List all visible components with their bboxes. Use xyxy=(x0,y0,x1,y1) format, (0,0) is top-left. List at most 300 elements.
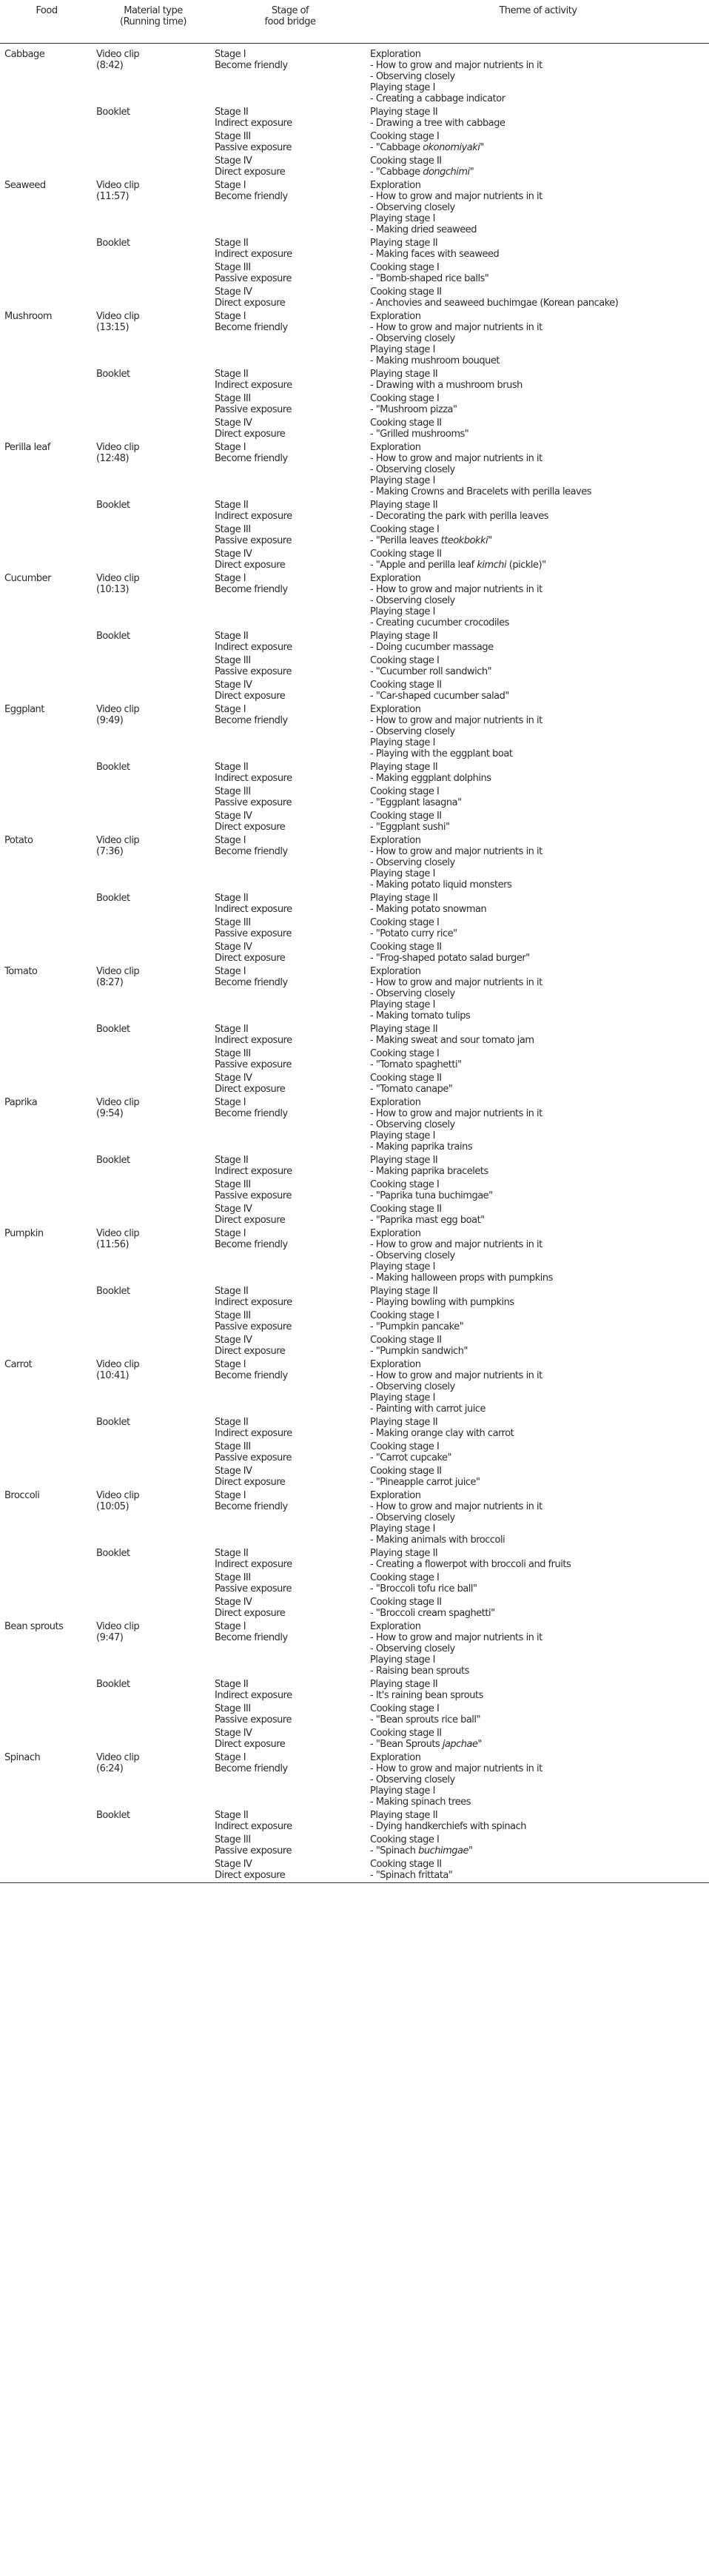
food-cell xyxy=(0,999,93,1022)
stage-description: Become friendly xyxy=(215,1108,288,1119)
theme-detail: - Observing closely xyxy=(370,1774,455,1785)
theme-heading: Cooking stage II xyxy=(370,155,442,167)
material-cell xyxy=(93,1832,213,1856)
theme-detail-part: " xyxy=(477,1739,482,1750)
stage-cell xyxy=(213,939,367,964)
stage-cell xyxy=(213,702,367,737)
material-cell xyxy=(93,366,213,391)
stage-cell xyxy=(213,153,367,178)
stage-description: Indirect exposure xyxy=(215,1035,292,1046)
stage-name: Stage IV xyxy=(215,1073,252,1084)
theme-cell xyxy=(367,1070,709,1095)
food-name: Potato xyxy=(4,835,33,846)
theme-detail: - Making mushroom bouquet xyxy=(370,355,500,366)
table-row xyxy=(0,44,709,83)
table-row xyxy=(0,1677,709,1701)
material-type: Booklet xyxy=(96,1024,130,1035)
running-time: (10:13) xyxy=(96,584,130,595)
stage-cell xyxy=(213,497,367,522)
stage-description: Direct exposure xyxy=(215,1084,286,1095)
theme-cell xyxy=(367,366,709,391)
stage-cell xyxy=(213,1488,367,1523)
theme-detail: - Playing with the eggplant boat xyxy=(370,748,513,759)
theme-detail: - Observing closely xyxy=(370,1250,455,1261)
stage-name: Stage II xyxy=(215,631,249,642)
table-row xyxy=(0,677,709,702)
theme-detail: - Observing closely xyxy=(370,726,455,737)
food-cell xyxy=(0,890,93,915)
material-cell xyxy=(93,1439,213,1463)
material-cell xyxy=(93,284,213,309)
theme-heading: Playing stage II xyxy=(370,238,438,249)
food-cell xyxy=(0,260,93,284)
theme-cell xyxy=(367,1046,709,1070)
material-cell xyxy=(93,1201,213,1226)
theme-detail: - "Tomato canape" xyxy=(370,1084,453,1095)
stage-cell xyxy=(213,964,367,999)
food-cell xyxy=(0,1153,93,1177)
theme-detail: - It's raining bean sprouts xyxy=(370,1690,483,1701)
table-row xyxy=(0,391,709,415)
running-time: (8:42) xyxy=(96,60,124,71)
table-row xyxy=(0,235,709,260)
stage-name: Stage IV xyxy=(215,1597,252,1608)
theme-heading: Cooking stage I xyxy=(370,1834,440,1845)
material-cell xyxy=(93,129,213,153)
material-type: Booklet xyxy=(96,1417,130,1428)
header-stage: Stage of food bridge xyxy=(213,3,367,44)
theme-heading: Playing stage II xyxy=(370,1810,438,1821)
theme-detail-italic: buchimgae xyxy=(418,1845,469,1856)
stage-cell xyxy=(213,1546,367,1570)
material-cell xyxy=(93,1594,213,1619)
theme-heading: Playing stage II xyxy=(370,1155,438,1166)
theme-cell xyxy=(367,964,709,999)
material-type: Video clip xyxy=(96,49,140,60)
stage-cell xyxy=(213,440,367,475)
stage-cell xyxy=(213,1619,367,1654)
theme-heading: Playing stage I xyxy=(370,213,435,224)
theme-cell xyxy=(367,1095,709,1130)
theme-cell xyxy=(367,1284,709,1308)
theme-cell xyxy=(367,522,709,546)
stage-description: Direct exposure xyxy=(215,953,286,964)
stage-description: Passive exposure xyxy=(215,535,292,546)
food-cell xyxy=(0,1308,93,1332)
theme-detail: - "Paprika tuna buchimgae" xyxy=(370,1190,493,1201)
theme-detail: - Creating a flowerpot with broccoli and fruits xyxy=(370,1559,571,1570)
theme-detail-part: (pickle)" xyxy=(506,560,546,571)
theme-detail: - Observing closely xyxy=(370,857,455,868)
table-row xyxy=(0,1415,709,1439)
stage-cell xyxy=(213,1332,367,1357)
theme-cell xyxy=(367,653,709,677)
stage-cell xyxy=(213,868,367,890)
stage-name: Stage I xyxy=(215,835,246,846)
table-row xyxy=(0,1750,709,1785)
theme-detail: - How to grow and major nutrients in it xyxy=(370,715,542,726)
stage-description: Direct exposure xyxy=(215,560,286,571)
material-cell xyxy=(93,1570,213,1594)
stage-cell xyxy=(213,1153,367,1177)
material-cell xyxy=(93,1808,213,1832)
theme-cell xyxy=(367,440,709,475)
table-row xyxy=(0,1308,709,1332)
theme-cell xyxy=(367,1261,709,1284)
theme-cell xyxy=(367,1415,709,1439)
theme-detail: - "Bean sprouts rice ball" xyxy=(370,1714,480,1725)
stage-name: Stage III xyxy=(215,393,251,404)
stage-name: Stage III xyxy=(215,1179,251,1190)
table-row xyxy=(0,964,709,999)
theme-detail: - "Bomb-shaped rice balls" xyxy=(370,273,489,284)
theme-detail: - Making animals with broccoli xyxy=(370,1534,505,1546)
material-cell xyxy=(93,391,213,415)
theme-heading: Playing stage II xyxy=(370,893,438,904)
theme-detail-part: - "Apple and perilla leaf xyxy=(370,560,477,571)
stage-cell xyxy=(213,213,367,235)
theme-heading: Cooking stage I xyxy=(370,262,440,273)
material-type: Video clip xyxy=(96,180,140,191)
stage-description: Become friendly xyxy=(215,715,288,726)
table-row xyxy=(0,1594,709,1619)
table-row xyxy=(0,890,709,915)
theme-detail: - "Grilled mushrooms" xyxy=(370,429,469,440)
stage-name: Stage III xyxy=(215,524,251,535)
stage-cell xyxy=(213,999,367,1022)
theme-cell xyxy=(367,129,709,153)
theme-heading: Cooking stage I xyxy=(370,393,440,404)
table-row xyxy=(0,1439,709,1463)
table-row xyxy=(0,522,709,546)
stage-name: Stage III xyxy=(215,262,251,273)
material-type: Video clip xyxy=(96,1097,140,1108)
stage-description: Become friendly xyxy=(215,453,288,464)
table-row xyxy=(0,1523,709,1546)
stage-name: Stage II xyxy=(215,369,249,380)
material-cell xyxy=(93,1654,213,1677)
food-cell xyxy=(0,546,93,571)
material-type: Video clip xyxy=(96,1228,140,1239)
theme-heading: Cooking stage II xyxy=(370,1204,442,1215)
theme-heading: Playing stage II xyxy=(370,1417,438,1428)
stage-description: Indirect exposure xyxy=(215,1166,292,1177)
stage-name: Stage I xyxy=(215,1097,246,1108)
stage-cell xyxy=(213,784,367,808)
theme-detail: - How to grow and major nutrients in it xyxy=(370,1370,542,1381)
stage-name: Stage III xyxy=(215,131,251,142)
table-row xyxy=(0,1261,709,1284)
material-type: Booklet xyxy=(96,1155,130,1166)
food-name: Bean sprouts xyxy=(4,1621,64,1632)
theme-heading: Exploration xyxy=(370,1621,421,1632)
stage-cell xyxy=(213,1832,367,1856)
theme-cell xyxy=(367,702,709,737)
food-cell xyxy=(0,1546,93,1570)
theme-heading: Exploration xyxy=(370,311,421,322)
table-row xyxy=(0,1808,709,1832)
food-cell xyxy=(0,213,93,235)
material-cell xyxy=(93,82,213,104)
stage-name: Stage I xyxy=(215,442,246,453)
theme-heading: Playing stage I xyxy=(370,1785,435,1797)
food-cell xyxy=(0,1832,93,1856)
stage-name: Stage IV xyxy=(215,286,252,298)
food-cell xyxy=(0,571,93,606)
material-cell xyxy=(93,497,213,522)
food-cell xyxy=(0,1750,93,1785)
stage-description: Indirect exposure xyxy=(215,249,292,260)
material-cell xyxy=(93,1785,213,1808)
material-cell xyxy=(93,808,213,833)
food-name: Spinach xyxy=(4,1752,41,1763)
header-theme: Theme of activity xyxy=(367,3,709,44)
theme-heading: Playing stage I xyxy=(370,82,435,93)
stage-cell xyxy=(213,1177,367,1201)
stage-name: Stage II xyxy=(215,1679,249,1690)
material-cell xyxy=(93,1856,213,1883)
stage-cell xyxy=(213,82,367,104)
theme-cell xyxy=(367,235,709,260)
theme-cell xyxy=(367,606,709,628)
stage-name: Stage I xyxy=(215,1752,246,1763)
material-cell xyxy=(93,1619,213,1654)
theme-heading: Playing stage I xyxy=(370,1523,435,1534)
stage-cell xyxy=(213,1261,367,1284)
stage-description: Become friendly xyxy=(215,1632,288,1643)
material-cell xyxy=(93,1357,213,1392)
material-cell xyxy=(93,522,213,546)
food-cell xyxy=(0,939,93,964)
material-type: Video clip xyxy=(96,966,140,977)
stage-name: Stage III xyxy=(215,786,251,797)
food-cell xyxy=(0,44,93,83)
theme-detail-part: " xyxy=(488,535,492,546)
theme-heading: Cooking stage I xyxy=(370,1310,440,1321)
table-row xyxy=(0,653,709,677)
table-row xyxy=(0,1570,709,1594)
material-cell xyxy=(93,759,213,784)
table-row xyxy=(0,1785,709,1808)
theme-heading: Playing stage I xyxy=(370,344,435,355)
theme-heading: Playing stage II xyxy=(370,500,438,511)
stage-cell xyxy=(213,1654,367,1677)
stage-name: Stage IV xyxy=(215,417,252,429)
stage-cell xyxy=(213,1463,367,1488)
food-name: Broccoli xyxy=(4,1490,40,1501)
running-time: (10:41) xyxy=(96,1370,130,1381)
theme-detail: - How to grow and major nutrients in it xyxy=(370,191,542,202)
theme-detail: - Observing closely xyxy=(370,1643,455,1654)
food-cell xyxy=(0,1725,93,1750)
theme-detail: - "Carrot cupcake" xyxy=(370,1452,451,1463)
theme-detail: - Making paprika trains xyxy=(370,1141,473,1153)
material-cell xyxy=(93,784,213,808)
theme-detail xyxy=(370,142,709,153)
food-name: Tomato xyxy=(4,966,38,977)
theme-detail-italic: tteokbokki xyxy=(440,535,488,546)
food-bridge-activity-table xyxy=(0,3,709,1883)
table-row xyxy=(0,129,709,153)
theme-cell xyxy=(367,213,709,235)
theme-detail-part: - "Perilla leaves xyxy=(370,535,441,546)
material-cell xyxy=(93,1095,213,1130)
stage-description: Become friendly xyxy=(215,191,288,202)
table-row xyxy=(0,1332,709,1357)
material-cell xyxy=(93,1226,213,1261)
stage-name: Stage I xyxy=(215,573,246,584)
stage-cell xyxy=(213,1523,367,1546)
table-row xyxy=(0,309,709,344)
theme-detail: - Drawing a tree with cabbage xyxy=(370,118,505,129)
theme-detail: - Making paprika bracelets xyxy=(370,1166,488,1177)
stage-cell xyxy=(213,653,367,677)
material-type: Booklet xyxy=(96,1286,130,1297)
theme-heading: Playing stage II xyxy=(370,1286,438,1297)
stage-cell xyxy=(213,1130,367,1153)
theme-detail: - Observing closely xyxy=(370,988,455,999)
theme-detail: - "Frog-shaped potato salad burger" xyxy=(370,953,530,964)
stage-name: Stage I xyxy=(215,1228,246,1239)
table-row xyxy=(0,1856,709,1883)
stage-name: Stage I xyxy=(215,1359,246,1370)
table-row xyxy=(0,999,709,1022)
stage-description: Indirect exposure xyxy=(215,1297,292,1308)
theme-heading: Playing stage II xyxy=(370,1024,438,1035)
stage-name: Stage I xyxy=(215,966,246,977)
theme-cell xyxy=(367,178,709,213)
theme-detail: - Observing closely xyxy=(370,1119,455,1130)
theme-heading: Cooking stage I xyxy=(370,655,440,666)
food-cell xyxy=(0,1856,93,1883)
food-cell xyxy=(0,82,93,104)
food-name: Cucumber xyxy=(4,573,51,584)
food-cell xyxy=(0,1046,93,1070)
theme-heading: Playing stage I xyxy=(370,475,435,486)
food-cell xyxy=(0,606,93,628)
table-row xyxy=(0,833,709,868)
theme-heading: Cooking stage II xyxy=(370,286,442,298)
theme-cell xyxy=(367,284,709,309)
theme-heading: Exploration xyxy=(370,966,421,977)
theme-detail: - How to grow and major nutrients in it xyxy=(370,60,542,71)
stage-cell xyxy=(213,1570,367,1594)
stage-name: Stage II xyxy=(215,1548,249,1559)
theme-detail: - Doing cucumber massage xyxy=(370,642,494,653)
table-header-row xyxy=(0,3,709,44)
stage-cell xyxy=(213,833,367,868)
theme-detail-italic: kimchi xyxy=(477,560,507,571)
theme-cell xyxy=(367,1357,709,1392)
theme-cell xyxy=(367,1439,709,1463)
theme-heading: Cooking stage II xyxy=(370,1728,442,1739)
theme-heading: Cooking stage II xyxy=(370,1859,442,1870)
theme-cell xyxy=(367,1463,709,1488)
material-type: Booklet xyxy=(96,500,130,511)
theme-cell xyxy=(367,1226,709,1261)
theme-detail xyxy=(370,560,709,571)
stage-description: Passive exposure xyxy=(215,404,292,415)
theme-cell xyxy=(367,759,709,784)
material-cell xyxy=(93,1701,213,1725)
table-row xyxy=(0,1725,709,1750)
theme-heading: Playing stage II xyxy=(370,369,438,380)
stage-cell xyxy=(213,309,367,344)
food-cell xyxy=(0,1463,93,1488)
table-row xyxy=(0,1022,709,1046)
theme-cell xyxy=(367,677,709,702)
food-cell xyxy=(0,1808,93,1832)
theme-detail: - Observing closely xyxy=(370,1512,455,1523)
theme-heading: Exploration xyxy=(370,180,421,191)
stage-cell xyxy=(213,890,367,915)
material-cell xyxy=(93,833,213,868)
material-cell xyxy=(93,702,213,737)
stage-cell xyxy=(213,1201,367,1226)
food-cell xyxy=(0,677,93,702)
stage-cell xyxy=(213,391,367,415)
table-row xyxy=(0,475,709,497)
theme-cell xyxy=(367,1725,709,1750)
table-row xyxy=(0,178,709,213)
stage-name: Stage I xyxy=(215,1621,246,1632)
material-cell xyxy=(93,964,213,999)
theme-heading: Playing stage II xyxy=(370,1548,438,1559)
theme-detail: - "Paprika mast egg boat" xyxy=(370,1215,485,1226)
theme-cell xyxy=(367,737,709,759)
stage-description: Direct exposure xyxy=(215,691,286,702)
theme-heading: Cooking stage II xyxy=(370,1597,442,1608)
stage-name: Stage III xyxy=(215,917,251,928)
material-cell xyxy=(93,1415,213,1439)
food-cell xyxy=(0,284,93,309)
food-cell xyxy=(0,915,93,939)
food-cell xyxy=(0,1619,93,1654)
table-row xyxy=(0,1226,709,1261)
theme-heading: Exploration xyxy=(370,573,421,584)
table-row xyxy=(0,1654,709,1677)
theme-cell xyxy=(367,1332,709,1357)
theme-detail-part: - "Cabbage xyxy=(370,167,423,178)
stage-description: Direct exposure xyxy=(215,1346,286,1357)
stage-name: Stage II xyxy=(215,500,249,511)
theme-cell xyxy=(367,391,709,415)
material-cell xyxy=(93,1463,213,1488)
table-row xyxy=(0,606,709,628)
stage-name: Stage III xyxy=(215,1310,251,1321)
theme-detail: - Decorating the park with perilla leaves xyxy=(370,511,549,522)
material-cell xyxy=(93,44,213,83)
theme-detail: - Creating a cabbage indicator xyxy=(370,93,505,104)
material-cell xyxy=(93,915,213,939)
stage-cell xyxy=(213,1046,367,1070)
theme-detail: - "Pineapple carrot juice" xyxy=(370,1477,480,1488)
theme-detail: - Raising bean sprouts xyxy=(370,1666,469,1677)
theme-detail: - Making potato liquid monsters xyxy=(370,879,512,890)
table-row xyxy=(0,571,709,606)
stage-cell xyxy=(213,677,367,702)
theme-heading: Exploration xyxy=(370,442,421,453)
theme-cell xyxy=(367,1808,709,1832)
stage-description: Passive exposure xyxy=(215,1321,292,1332)
theme-detail: - How to grow and major nutrients in it xyxy=(370,1763,542,1774)
material-cell xyxy=(93,1284,213,1308)
table-row xyxy=(0,1130,709,1153)
material-type: Video clip xyxy=(96,442,140,453)
theme-cell xyxy=(367,1523,709,1546)
theme-cell xyxy=(367,939,709,964)
theme-detail: - "Cucumber roll sandwich" xyxy=(370,666,492,677)
